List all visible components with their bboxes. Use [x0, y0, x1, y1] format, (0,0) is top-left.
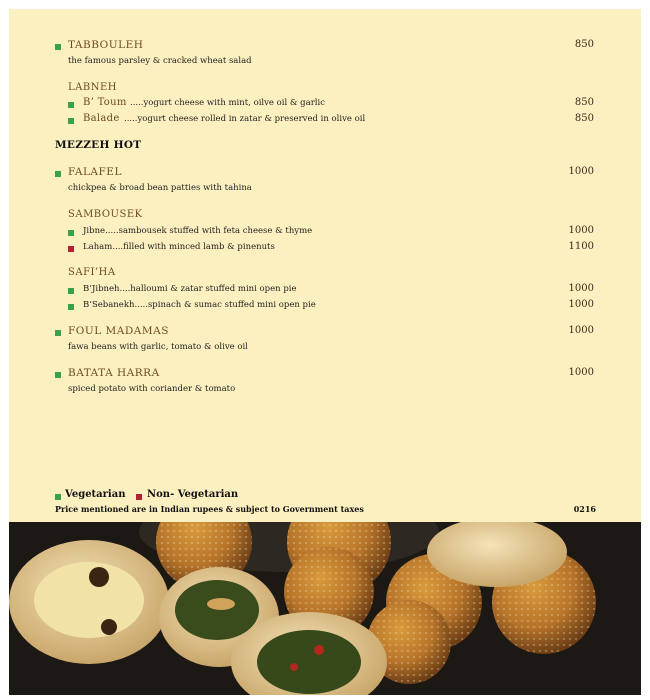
item-price: 1000 — [568, 225, 594, 236]
menu-item-batata-harra — [9, 367, 641, 383]
item-text: Jibne.....sambousek stuffed with feta cheese & thyme — [83, 226, 313, 236]
veg-marker-icon — [55, 372, 61, 378]
item-description: .....yogurt cheese with mint, oilve oil & garlic — [130, 98, 325, 108]
item-name: FALAFEL — [68, 166, 122, 178]
item-price: 1000 — [568, 166, 594, 177]
item-name: BATATA HARRA — [68, 367, 160, 379]
item-text: Laham....filled with minced lamb & pinenuts — [83, 242, 275, 252]
legend-nonveg-label: Non- Vegetarian — [147, 489, 239, 500]
menu-item-laham — [9, 241, 641, 257]
item-price: 1000 — [568, 283, 594, 294]
nonveg-marker-icon — [68, 246, 74, 252]
page-code: 0216 — [573, 504, 596, 514]
section-heading: MEZZEH HOT — [55, 139, 142, 151]
veg-marker-icon — [55, 494, 61, 500]
item-description: chickpea & broad bean patties with tahina — [68, 183, 252, 193]
item-description: fawa beans with garlic, tomato & olive oil — [68, 342, 248, 352]
item-price: 1000 — [568, 299, 594, 310]
menu-item-balade — [9, 113, 641, 129]
item-name: B’ Toum — [83, 97, 127, 108]
subheading-safiha: SAFI’HA — [68, 267, 116, 278]
menu-item-tabbouleh — [9, 39, 641, 55]
menu-item-bjibneh — [9, 283, 641, 299]
veg-marker-icon — [55, 171, 61, 177]
item-name: Balade — [83, 113, 120, 124]
item-price: 850 — [574, 97, 594, 108]
item-price: 850 — [574, 39, 594, 50]
subheading-sambousek: SAMBOUSEK — [68, 209, 143, 220]
menu-page — [9, 9, 641, 522]
veg-marker-icon — [68, 304, 74, 310]
veg-marker-icon — [68, 230, 74, 236]
item-price: 1000 — [568, 367, 594, 378]
item-description: the famous parsley & cracked wheat salad — [68, 56, 252, 66]
veg-marker-icon — [68, 118, 74, 124]
menu-item-btoum — [9, 97, 641, 113]
item-text: B’Sebanekh.....spinach & sumac stuffed mini open pie — [83, 300, 316, 310]
food-illustration — [9, 522, 641, 695]
item-price: 1000 — [568, 325, 594, 336]
item-price: 850 — [574, 113, 594, 124]
food-photo — [9, 522, 641, 695]
menu-item-bsebanekh — [9, 299, 641, 315]
nonveg-marker-icon — [136, 494, 142, 500]
legend-veg-label: Vegetarian — [65, 489, 126, 500]
item-description: .....yogurt cheese rolled in zatar & preserved in olive oil — [124, 114, 366, 124]
price-note: Price mentioned are in Indian rupees & subject to Government taxes — [55, 504, 364, 514]
item-price: 1100 — [568, 241, 594, 252]
veg-marker-icon — [68, 288, 74, 294]
menu-item-foul-madamas — [9, 325, 641, 341]
veg-marker-icon — [55, 330, 61, 336]
menu-item-jibne — [9, 225, 641, 241]
subheading-labneh: LABNEH — [68, 82, 117, 93]
veg-marker-icon — [68, 102, 74, 108]
item-text: B’Jibneh....halloumi & zatar stuffed mini open pie — [83, 284, 297, 294]
menu-item-falafel — [9, 166, 641, 182]
legend — [9, 489, 641, 505]
item-description: spiced potato with coriander & tomato — [68, 384, 236, 394]
veg-marker-icon — [55, 44, 61, 50]
item-name: FOUL MADAMAS — [68, 325, 169, 337]
item-name: TABBOULEH — [68, 39, 144, 51]
